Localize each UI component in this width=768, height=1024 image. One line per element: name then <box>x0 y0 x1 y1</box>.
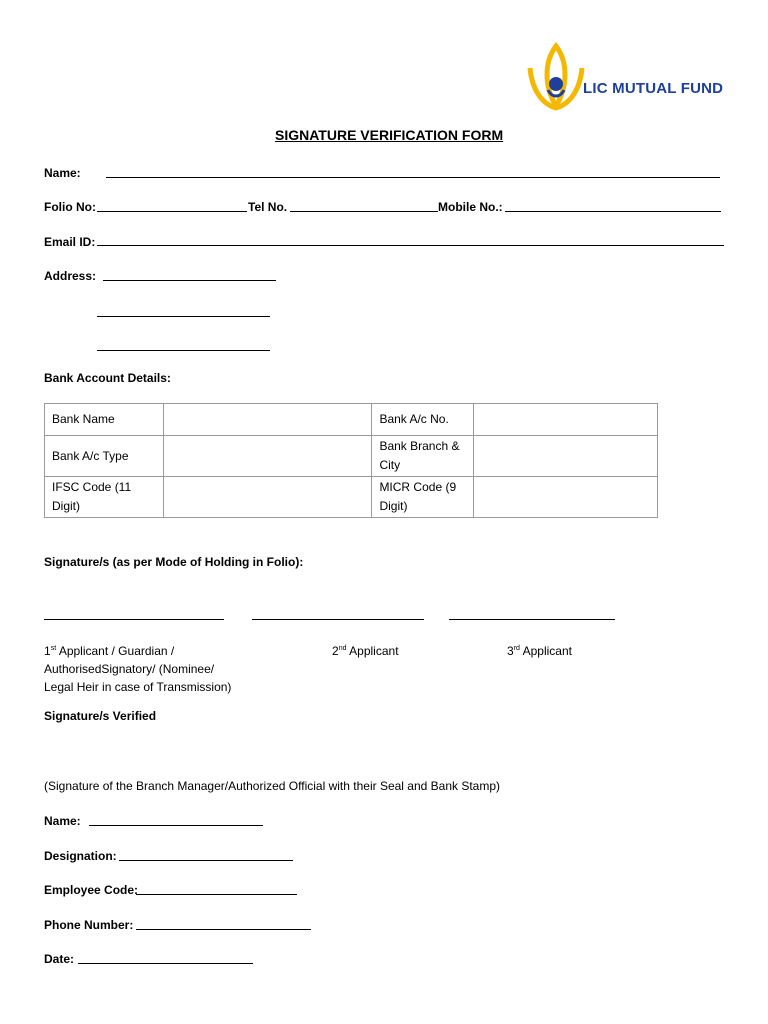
email-label: Email ID: <box>44 235 96 249</box>
applicant-3-ordinal: rd <box>513 645 520 652</box>
applicant-3-label <box>507 640 572 660</box>
bank-actype-input[interactable] <box>163 436 372 477</box>
name-field[interactable] <box>106 177 720 178</box>
applicant-2-label <box>332 640 399 660</box>
mobile-label: Mobile No.: <box>438 200 503 214</box>
ifsc-input[interactable] <box>163 477 372 518</box>
bank-branch-label: Bank Branch & City <box>372 436 474 477</box>
verified-heading: Signature/s Verified <box>44 709 157 723</box>
micr-label: MICR Code (9 Digit) <box>372 477 474 518</box>
tel-label: Tel No. <box>248 200 288 214</box>
lotus-emblem-icon <box>526 40 586 120</box>
phone-field[interactable] <box>136 929 311 930</box>
employee-code-label: Employee Code: <box>44 883 139 897</box>
email-field[interactable] <box>97 245 724 246</box>
address-line-3[interactable] <box>97 350 270 351</box>
applicant-1-line3: Legal Heir in case of Transmission) <box>44 680 232 694</box>
tel-field[interactable] <box>290 211 438 212</box>
applicant-1-label <box>44 640 231 696</box>
manager-note: (Signature of the Branch Manager/Authorized Official with their Seal and Bank Stamp) <box>44 779 501 793</box>
bank-branch-input[interactable] <box>474 436 658 477</box>
designation-field[interactable] <box>119 860 293 861</box>
bank-name-input[interactable] <box>163 404 372 436</box>
date-field[interactable] <box>78 963 253 964</box>
bank-name-label: Bank Name <box>45 404 164 436</box>
applicant-1-line1: Applicant / Guardian / <box>58 644 175 658</box>
address-line-1[interactable] <box>103 280 276 281</box>
official-name-label: Name: <box>44 814 81 828</box>
designation-label: Designation: <box>44 849 117 863</box>
employee-code-field[interactable] <box>136 894 297 895</box>
bank-actype-label: Bank A/c Type <box>45 436 164 477</box>
logo-text: LIC MUTUAL FUND <box>583 80 724 97</box>
applicant-2-text: Applicant <box>349 644 399 658</box>
official-name-field[interactable] <box>89 825 263 826</box>
address-line-2[interactable] <box>97 316 270 317</box>
bank-section-heading: Bank Account Details: <box>44 371 171 385</box>
applicant-3-number: 3 <box>507 644 514 658</box>
name-label: Name: <box>44 166 81 180</box>
applicant-3-text: Applicant <box>522 644 572 658</box>
signatures-heading: Signature/s (as per Mode of Holding in Folio): <box>44 555 304 569</box>
applicant-1-line2: AuthorisedSignatory/ (Nominee/ <box>44 662 215 676</box>
form-title: SIGNATURE VERIFICATION FORM <box>275 127 504 143</box>
folio-field[interactable] <box>97 211 247 212</box>
mobile-field[interactable] <box>505 211 721 212</box>
signature-line-2[interactable] <box>252 619 424 620</box>
address-label: Address: <box>44 269 97 283</box>
applicant-1-number: 1 <box>44 644 51 658</box>
bank-details-table <box>44 403 658 518</box>
applicant-2-number: 2 <box>332 644 339 658</box>
phone-label: Phone Number: <box>44 918 134 932</box>
ifsc-label: IFSC Code (11 Digit) <box>45 477 164 518</box>
bank-acno-input[interactable] <box>474 404 658 436</box>
date-label: Date: <box>44 952 75 966</box>
folio-label: Folio No: <box>44 200 96 214</box>
bank-acno-label: Bank A/c No. <box>372 404 474 436</box>
lic-logo <box>526 40 726 120</box>
signature-line-1[interactable] <box>44 619 224 620</box>
signature-line-3[interactable] <box>449 619 615 620</box>
micr-input[interactable] <box>474 477 658 518</box>
applicant-2-ordinal: nd <box>338 645 347 652</box>
applicant-1-ordinal: st <box>50 645 57 652</box>
